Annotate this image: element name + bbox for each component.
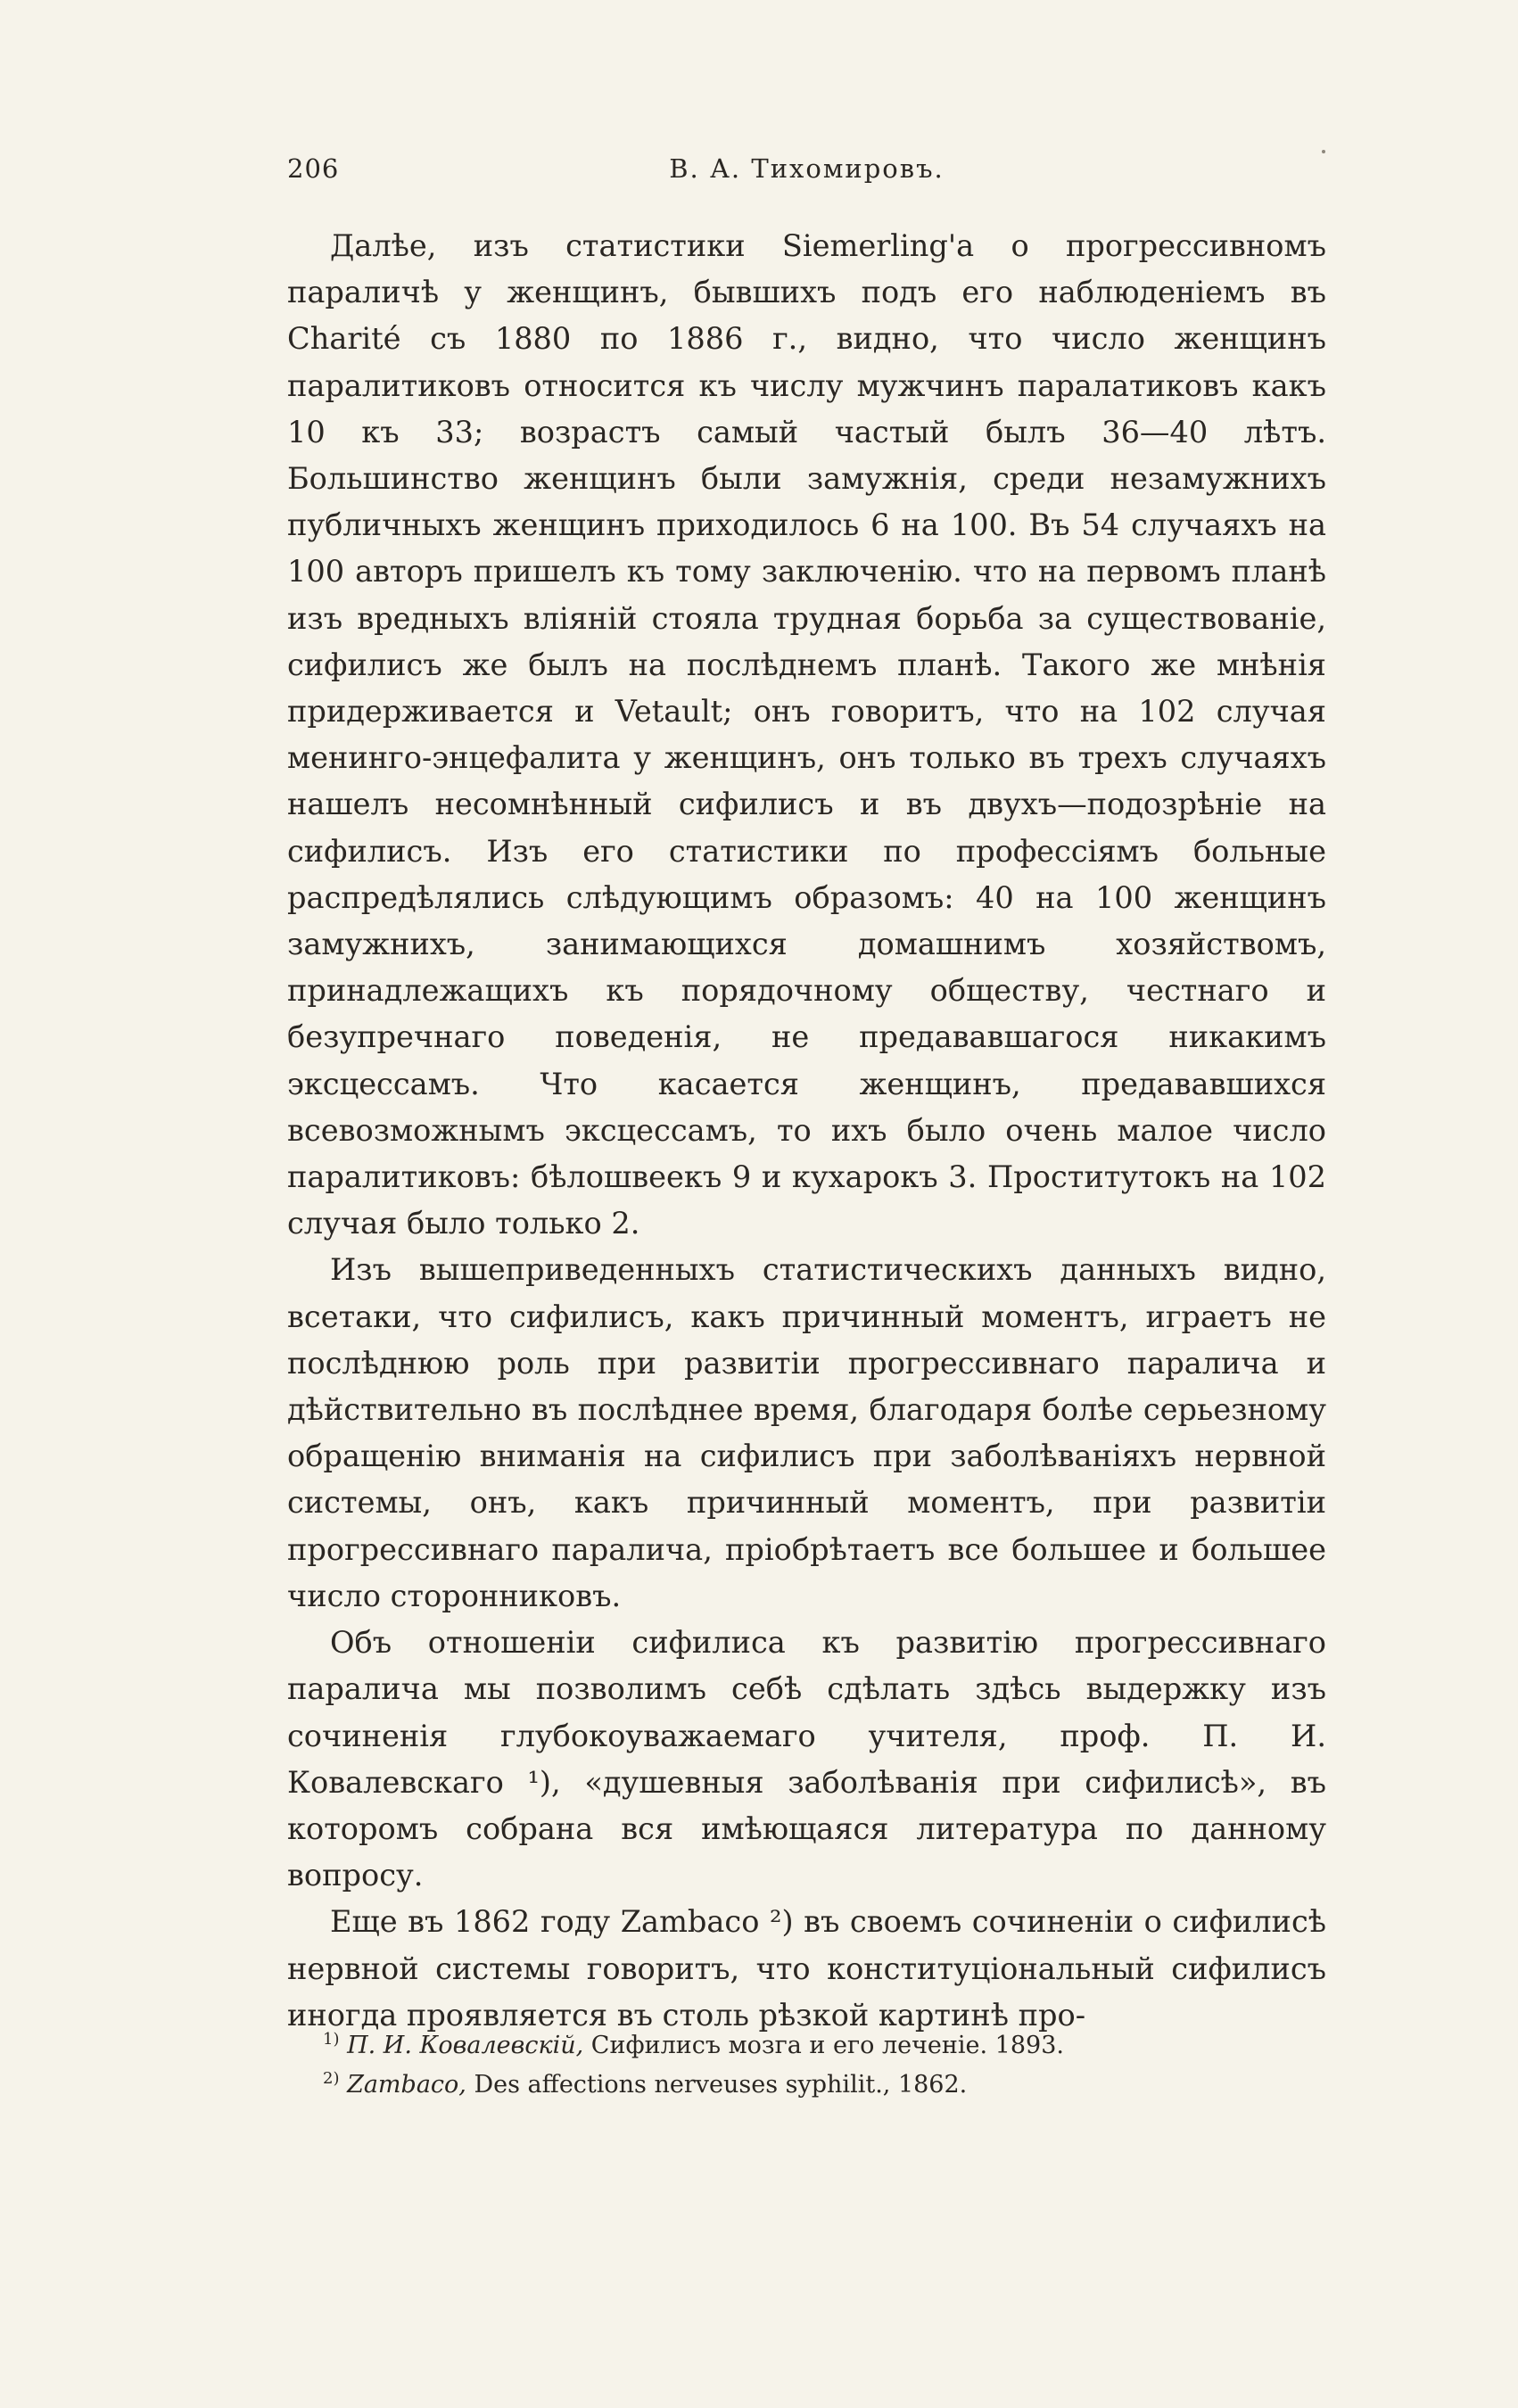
paragraph: Объ отношеніи сифилиса къ развитію прогрессивнаго паралича мы позволимъ себѣ сдѣлать здѣсь выдержку изъ сочиненія глубокоуважаемаго учителя, проф. П. И. Ковалевскаго ¹), «душевныя заболѣванія при сифилисѣ», въ которомъ собрана вся имѣющаяся литература по данному вопросу.	[287, 1625, 1326, 1893]
footnote-text: Des affections nerveuses syphilit., 1862.	[466, 2071, 968, 2099]
paragraph: Далѣе, изъ статистики Siemerling'а о прогрессивномъ параличѣ у женщинъ, бывшихъ подъ его наблюденіемъ въ Charité съ 1880 по 1886 г., видно, что число женщинъ паралитиковъ относится къ числу мужчинъ паралатиковъ какъ 10 къ 33; возрастъ самый частый былъ 36—40 лѣтъ. Большинство женщинъ были замужнія, среди незамужнихъ публичныхъ женщинъ приходилось 6 на 100. Въ 54 случаяхъ на 100 авторъ пришелъ къ тому заключенію. что на первомъ планѣ изъ вредныхъ вліяній стояла трудная борьба за существованіе, сифилисъ же былъ на послѣднемъ планѣ. Такого же мнѣнія придерживается и Vetault; онъ говоритъ, что на 102 случая менинго-энцефалита у женщинъ, онъ только въ трехъ случаяхъ нашелъ несомнѣнный сифилисъ и въ двухъ—подозрѣніе на сифилисъ. Изъ его статистики по профессіямъ больные распредѣлялись слѣдующимъ образомъ: 40 на 100 женщинъ замужнихъ, занимающихся домашнимъ хозяйствомъ, принадлежащихъ къ порядочному обществу, честнаго и безупречнаго поведенія, не предававшагося никакимъ эксцессамъ. Что касается женщинъ, предававшихся всевозможнымъ эксцессамъ, то ихъ было очень малое число паралитиковъ: бѣлошвеекъ 9 и кухарокъ 3. Проститутокъ на 102 случая было только 2.	[287, 228, 1326, 1241]
footnote-marker: 2)	[323, 2069, 340, 2088]
paragraph: Еще въ 1862 году Zambaco ²) въ своемъ сочиненіи о сифилисѣ нервной системы говоритъ, что конституціональный сифилисъ иногда проявляется въ столь рѣзкой картинѣ про-	[287, 1904, 1326, 2033]
footnote-author: П. И. Ковалевскій,	[347, 2032, 584, 2059]
footnote-text: Сифилисъ мозга и его леченіе. 1893.	[583, 2032, 1064, 2059]
footnotes	[287, 2026, 1326, 2105]
page-header	[287, 153, 1326, 189]
footnote-2	[287, 2066, 1326, 2105]
footnote-author: Zambaco,	[347, 2071, 466, 2099]
page-number: 206	[287, 153, 340, 184]
running-title: В. А. Тихомировъ.	[669, 153, 945, 184]
footnote-marker: 1)	[323, 2030, 340, 2049]
footnote-1	[287, 2026, 1326, 2066]
paragraph: Изъ вышеприведенныхъ статистическихъ данныхъ видно, всетаки, что сифилисъ, какъ причинный моментъ, играетъ не послѣднюю роль при развитіи прогрессивнаго паралича и дѣйствительно въ послѣднее время, благодаря болѣе серьезному обращенію вниманія на сифилисъ при заболѣваніяхъ нервной системы, онъ, какъ причинный моментъ, при развитіи прогрессивнаго паралича, пріобрѣтаетъ все большее и большее число сторонниковъ.	[287, 1252, 1326, 1613]
body-text	[287, 223, 1326, 2039]
